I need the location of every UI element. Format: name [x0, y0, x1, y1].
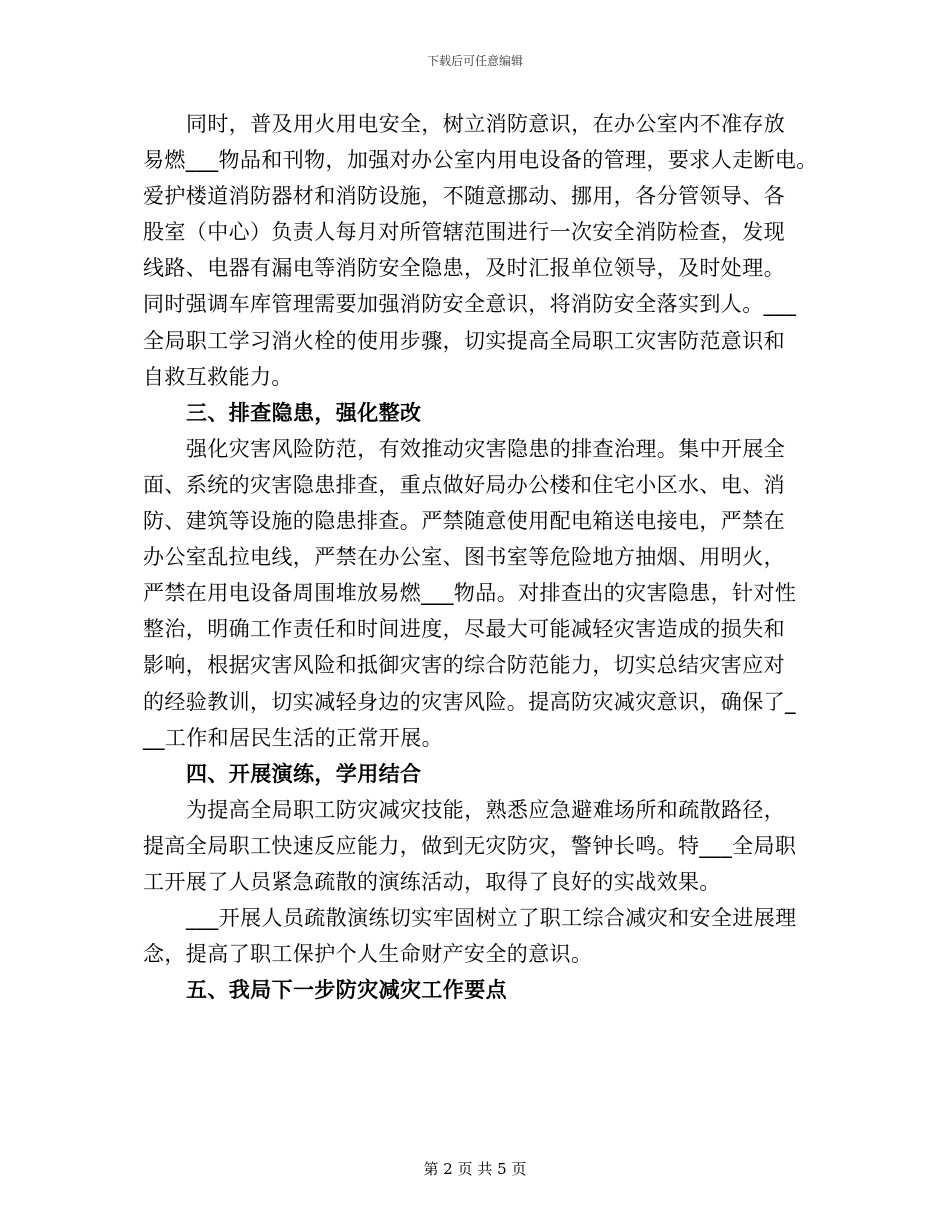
text-line: 办公室乱拉电线，严禁在办公室、图书室等危险地方抽烟、用明火，: [143, 545, 785, 570]
text-line: __工作和居民生活的正常开展。: [143, 725, 443, 750]
text-line: 同时强调车库管理需要加强消防安全意识，将消防安全落实到人。___: [143, 292, 797, 317]
text-line: 全局职工学习消火栓的使用步骤，切实提高全局职工灾害防范意识和: [143, 328, 785, 353]
text-line: 严禁在用电设备周围堆放易燃___物品。对排查出的灾害隐患，针对性: [143, 581, 797, 606]
text-line: 同时，普及用火用电安全，树立消防意识，在办公室内不准存放: [186, 112, 786, 136]
section-heading: 四、开展演练，学用结合: [186, 761, 422, 786]
document-body: [143, 106, 818, 1008]
section-heading: 五、我局下一步防灾减灾工作要点: [186, 978, 507, 1003]
text-line: 爱护楼道消防器材和消防设施，不随意挪动、挪用，各分管领导、各: [143, 184, 785, 209]
text-line: 为提高全局职工防灾减灾技能，熟悉应急避难场所和疏散路径，: [186, 797, 786, 822]
text-line: 影响，根据灾害风险和抵御灾害的综合防范能力，切实总结灾害应对: [143, 653, 785, 678]
text-line: 易燃___物品和刊物，加强对办公室内用电设备的管理，要求人走断电。: [143, 148, 818, 173]
page-number: 第 2 页 共 5 页: [423, 1160, 527, 1178]
text-line: 整治，明确工作责任和时间进度，尽最大可能减轻灾害造成的损失和: [143, 617, 785, 642]
text-line: 的经验教训，切实减轻身边的灾害风险。提高防灾减灾意识，确保了_: [143, 689, 796, 714]
text-line: 强化灾害风险防范，有效推动灾害隐患的排查治理。集中开展全: [186, 436, 786, 461]
text-line: 面、系统的灾害隐患排查，重点做好局办公楼和住宅小区水、电、消: [143, 472, 785, 497]
text-line: ___开展人员疏散演练切实牢固树立了职工综合减灾和安全进展理: [186, 906, 797, 931]
section-heading: 三、排查隐患，强化整改: [186, 400, 422, 425]
text-line: 自救互救能力。: [143, 364, 293, 389]
text-line: 念，提高了职工保护个人生命财产安全的意识。: [143, 942, 593, 967]
text-line: 工开展了人员紧急疏散的演练活动，取得了良好的实战效果。: [143, 869, 721, 894]
text-line: 防、建筑等设施的隐患排查。严禁随意使用配电箱送电接电，严禁在: [143, 509, 785, 534]
text-line: 股室（中心）负责人每月对所管辖范围进行一次安全消防检查，发现: [143, 220, 785, 245]
text-line: 提高全局职工快速反应能力，做到无灾防灾，警钟长鸣。特___全局职: [143, 833, 797, 858]
header-note: 下载后可任意编辑: [426, 54, 523, 68]
text-line: 线路、电器有漏电等消防安全隐患，及时汇报单位领导，及时处理。: [143, 256, 785, 281]
